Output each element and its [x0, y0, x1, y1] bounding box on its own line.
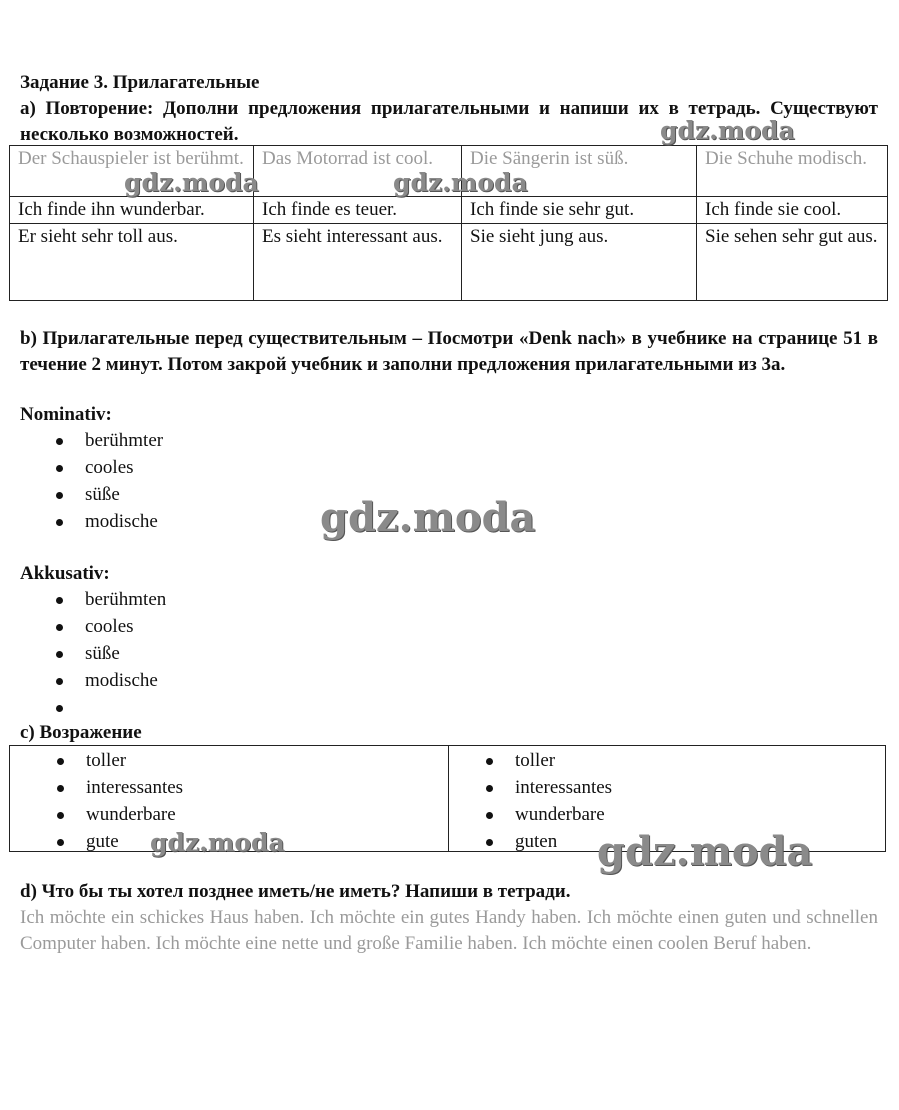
akkusativ-label: Akkusativ:	[20, 563, 110, 584]
bullet-icon	[56, 465, 63, 472]
watermark-logo: gdz.moda	[393, 168, 528, 197]
bullet-icon	[56, 438, 63, 445]
watermark-logo: gdz.moda	[660, 116, 795, 145]
table-cell: Ich finde es teuer.	[254, 197, 462, 224]
list-item	[20, 695, 420, 722]
akkusativ-list	[20, 587, 420, 722]
watermark-logo: gdz.moda	[124, 168, 259, 197]
bullet-icon	[56, 597, 63, 604]
list-item: berühmten	[20, 587, 420, 614]
list-item: modische	[20, 668, 420, 695]
bullet-icon	[486, 785, 493, 792]
table-cell: Die Schuhe modisch.	[697, 146, 888, 197]
watermark-logo: gdz.moda	[320, 494, 536, 541]
list-item: interessantes	[450, 775, 870, 802]
bullet-icon	[56, 519, 63, 526]
watermark-logo: gdz.moda	[597, 828, 813, 875]
nominativ-label: Nominativ:	[20, 404, 112, 425]
list-item: interessantes	[21, 775, 441, 802]
bullet-icon	[486, 812, 493, 819]
bullet-icon	[57, 812, 64, 819]
column-divider	[448, 746, 449, 851]
bullet-icon	[486, 839, 493, 846]
section-d-title: d) Что бы ты хотел позднее иметь/не иметь? Напиши в тетради.	[20, 881, 571, 902]
watermark-logo: gdz.moda	[150, 828, 285, 857]
task-title: Задание 3. Прилагательные	[20, 72, 260, 93]
list-item: toller	[450, 748, 870, 775]
bullet-icon	[56, 678, 63, 685]
list-item: berühmter	[20, 428, 420, 455]
bullet-icon	[56, 705, 63, 712]
section-d-answer: Ich möchte ein schickes Haus haben. Ich möchte ein gutes Handy haben. Ich möchte einen guten und schnellen Computer haben. Ich möchte eine nette und große Familie haben. Ich möchte einen coolen Beruf haben.	[20, 907, 878, 954]
bullet-icon	[486, 758, 493, 765]
table-cell: Es sieht interessant aus.	[254, 224, 462, 301]
list-item: süße	[20, 641, 420, 668]
table-cell: Das Motorrad ist cool.	[254, 146, 462, 197]
table-cell: Der Schauspieler ist berühmt.	[10, 146, 254, 197]
table-row	[10, 224, 888, 301]
bullet-icon	[56, 492, 63, 499]
list-item: wunderbare	[450, 802, 870, 829]
bullet-icon	[57, 839, 64, 846]
table-row	[10, 197, 888, 224]
table-cell: Ich finde ihn wunderbar.	[10, 197, 254, 224]
list-item: gute	[21, 829, 441, 856]
table-cell: Die Sängerin ist süß.	[462, 146, 697, 197]
list-item: cooles	[20, 614, 420, 641]
table-cell: Ich finde sie cool.	[697, 197, 888, 224]
bullet-icon	[57, 785, 64, 792]
list-item: toller	[21, 748, 441, 775]
table-cell: Ich finde sie sehr gut.	[462, 197, 697, 224]
list-item: cooles	[20, 455, 420, 482]
section-a-intro: а) Повторение: Дополни предложения прилагательными и напиши их в тетрадь. Существуют несколько возможностей.	[20, 98, 878, 145]
list-item: modische	[20, 509, 420, 536]
section-b-intro: b) Прилагательные перед существительным – Посмотри «Denk nach» в учебнике на странице 51 в течение 2 минут. Потом закрой учебник и заполни предложения прилагательными из 3а.	[20, 328, 878, 375]
bullet-icon	[57, 758, 64, 765]
list-item: süße	[20, 482, 420, 509]
table-cell: Sie sehen sehr gut aus.	[697, 224, 888, 301]
section-c-title: c) Возражение	[20, 722, 142, 743]
list-item: guten	[450, 829, 870, 856]
list-item: wunderbare	[21, 802, 441, 829]
bullet-icon	[56, 651, 63, 658]
table-cell: Er sieht sehr toll aus.	[10, 224, 254, 301]
table-cell: Sie sieht jung aus.	[462, 224, 697, 301]
bullet-icon	[56, 624, 63, 631]
